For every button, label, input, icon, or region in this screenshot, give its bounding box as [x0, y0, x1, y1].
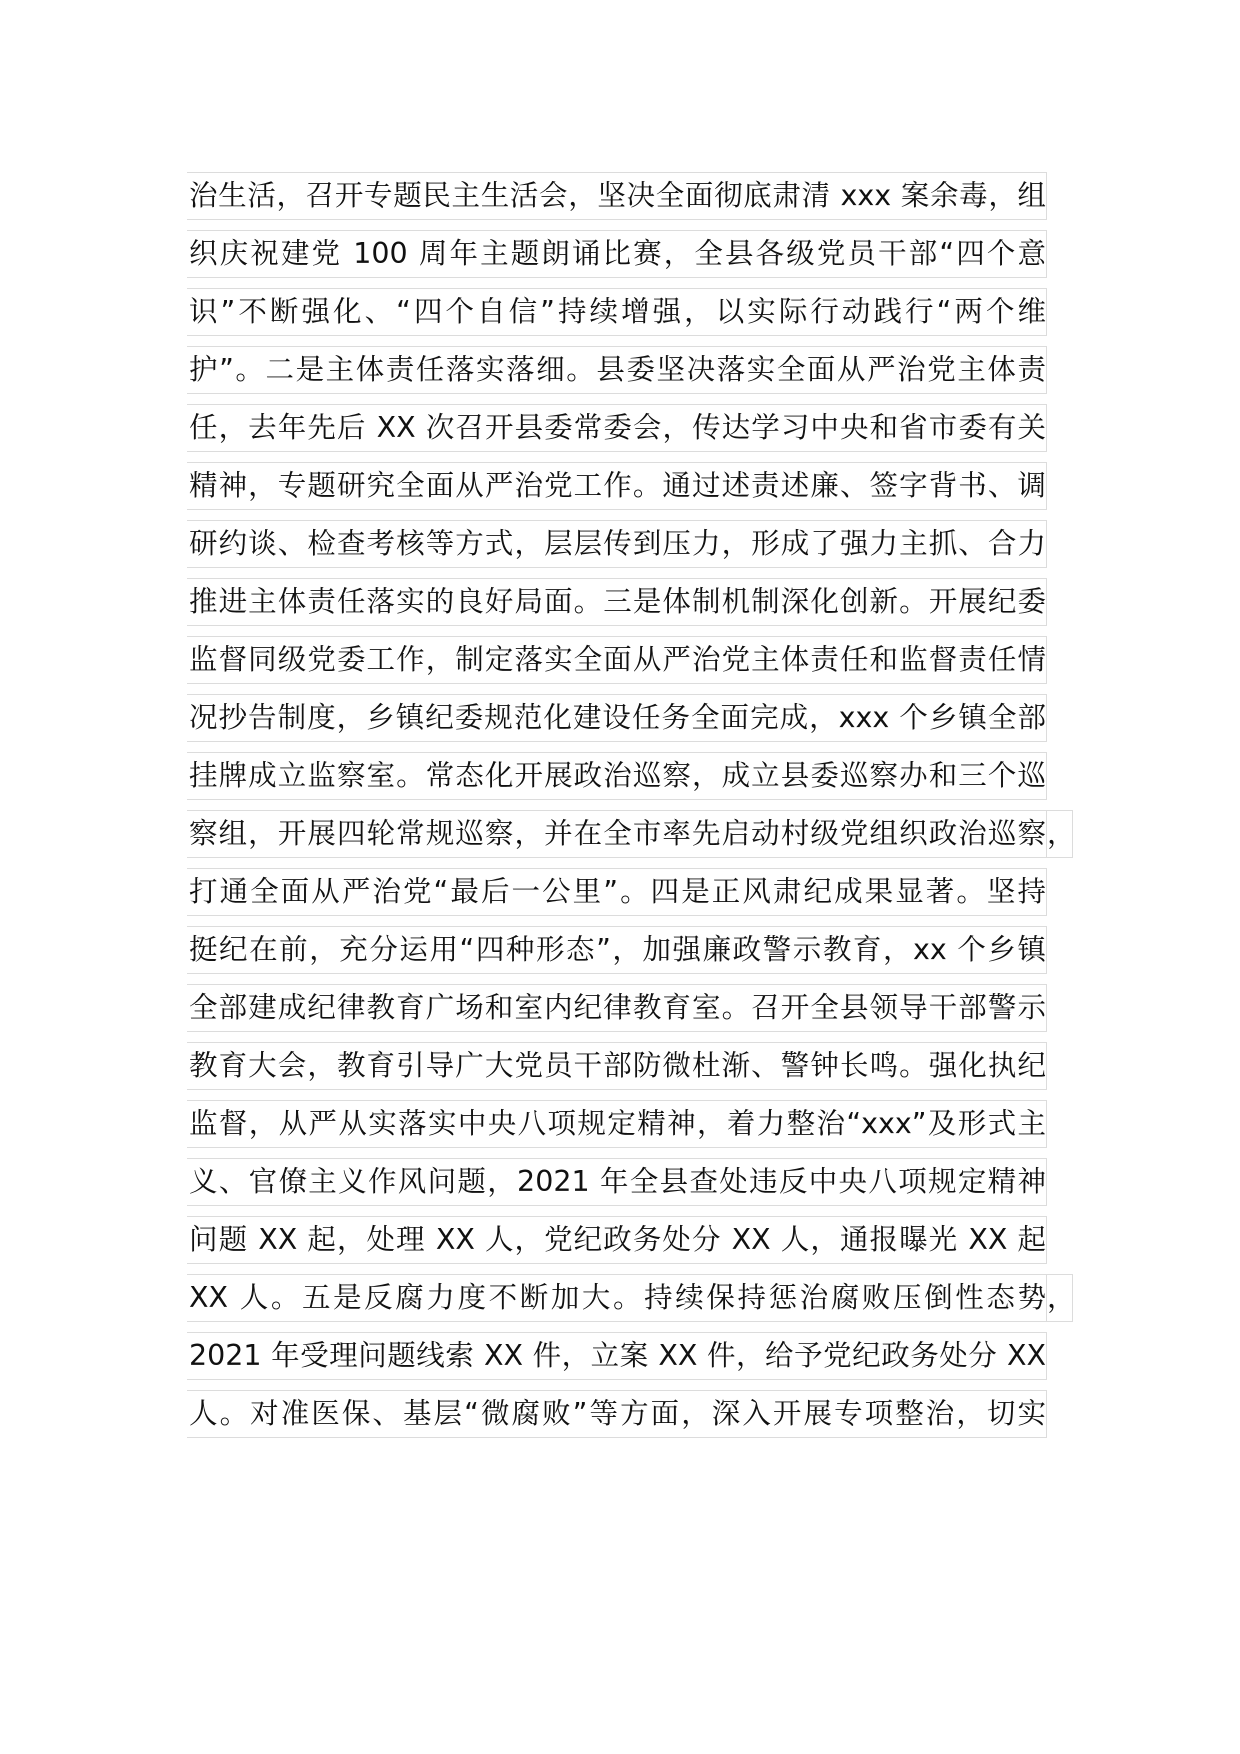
line-text: 织庆祝建党 100 周年主题朗诵比赛，全县各级党员干部“四个意	[187, 231, 1047, 277]
text-line	[187, 1100, 1047, 1148]
text-line	[187, 578, 1047, 626]
line-text: 挺纪在前，充分运用“四种形态”，加强廉政警示教育，xx 个乡镇	[187, 927, 1047, 973]
text-line	[187, 1158, 1047, 1206]
line-text: 察组，开展四轮常规巡察，并在全市率先启动村级党组织政治巡察	[187, 811, 1047, 857]
text-line	[187, 636, 1047, 684]
text-line	[187, 1390, 1047, 1438]
text-line	[187, 1216, 1047, 1264]
line-text: 况抄告制度，乡镇纪委规范化建设任务全面完成，xxx 个乡镇全部	[187, 695, 1047, 741]
text-line	[187, 1042, 1047, 1090]
line-text: 2021 年受理问题线索 XX 件，立案 XX 件，给予党纪政务处分 XX	[187, 1333, 1047, 1379]
text-line	[187, 926, 1047, 974]
text-line	[187, 462, 1047, 510]
line-text: 任，去年先后 XX 次召开县委常委会，传达学习中央和省市委有关	[187, 405, 1047, 451]
line-text: 监督，从严从实落实中央八项规定精神，着力整治“xxx”及形式主	[187, 1101, 1047, 1147]
text-line	[187, 984, 1047, 1032]
text-line	[187, 288, 1047, 336]
line-text: 治生活，召开专题民主生活会，坚决全面彻底肃清 xxx 案余毒，组	[187, 173, 1047, 219]
line-text: 全部建成纪律教育广场和室内纪律教育室。召开全县领导干部警示	[187, 985, 1047, 1031]
line-text: 教育大会，教育引导广大党员干部防微杜渐、警钟长鸣。强化执纪	[187, 1043, 1047, 1089]
text-line	[187, 520, 1047, 568]
text-line	[187, 694, 1047, 742]
line-overflow-punct: ，	[1047, 1275, 1073, 1321]
line-text: 推进主体责任落实的良好局面。三是体制机制深化创新。开展纪委	[187, 579, 1047, 625]
text-line	[187, 230, 1047, 278]
text-line	[187, 752, 1047, 800]
text-line	[187, 346, 1047, 394]
line-text: 精神，专题研究全面从严治党工作。通过述责述廉、签字背书、调	[187, 463, 1047, 509]
text-line	[187, 868, 1047, 916]
line-text: 问题 XX 起，处理 XX 人，党纪政务处分 XX 人，通报曝光 XX 起	[187, 1217, 1047, 1263]
text-line	[187, 810, 1076, 858]
line-text: 护”。二是主体责任落实落细。县委坚决落实全面从严治党主体责	[187, 347, 1047, 393]
line-overflow-punct: ，	[1047, 811, 1073, 857]
line-text: 挂牌成立监察室。常态化开展政治巡察，成立县委巡察办和三个巡	[187, 753, 1047, 799]
line-text: 监督同级党委工作，制定落实全面从严治党主体责任和监督责任情	[187, 637, 1047, 683]
line-text: 研约谈、检查考核等方式，层层传到压力，形成了强力主抓、合力	[187, 521, 1047, 567]
text-line	[187, 172, 1047, 220]
line-text: 人。对准医保、基层“微腐败”等方面，深入开展专项整治，切实	[187, 1391, 1047, 1437]
line-text: 义、官僚主义作风问题，2021 年全县查处违反中央八项规定精神	[187, 1159, 1047, 1205]
line-text: 识”不断强化、“四个自信”持续增强，以实际行动践行“两个维	[187, 289, 1047, 335]
line-text: 打通全面从严治党“最后一公里”。四是正风肃纪成果显著。坚持	[187, 869, 1047, 915]
line-text: XX 人。五是反腐力度不断加大。持续保持惩治腐败压倒性态势	[187, 1275, 1047, 1321]
text-line	[187, 1274, 1076, 1322]
text-line	[187, 404, 1047, 452]
text-line	[187, 1332, 1047, 1380]
